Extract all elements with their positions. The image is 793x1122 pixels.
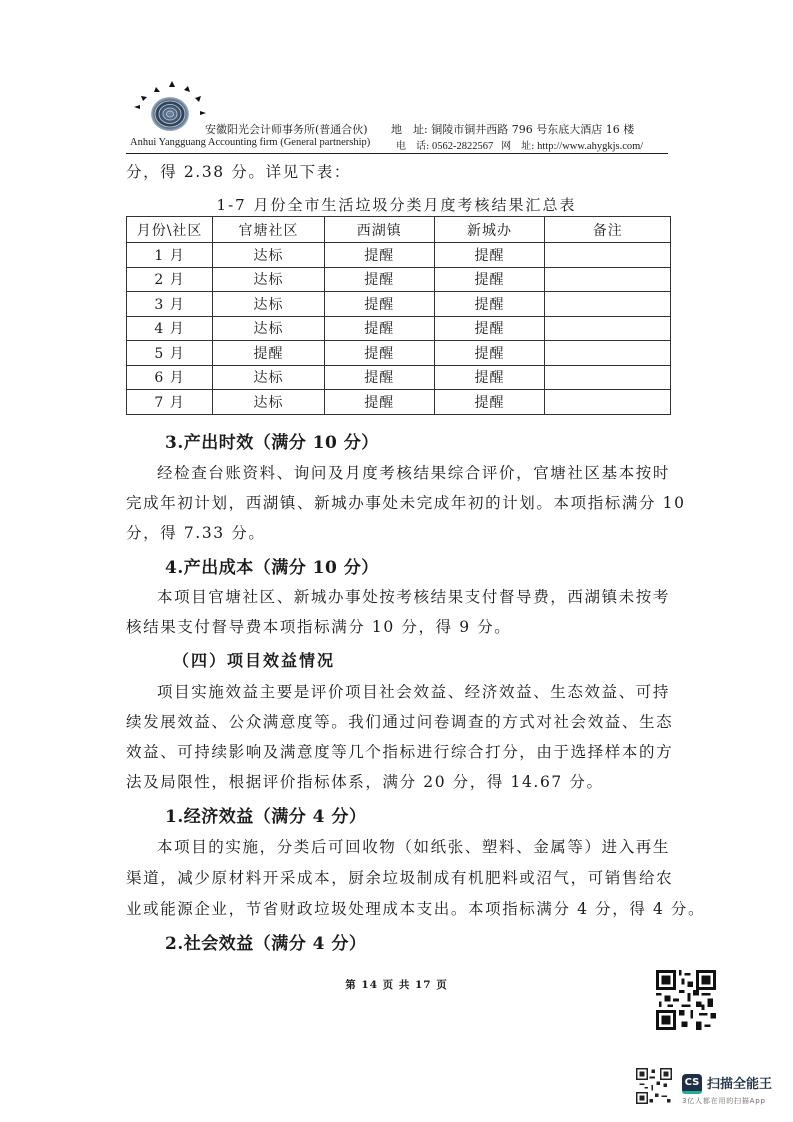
- header-divider: [126, 153, 668, 154]
- part-4-line: 法及局限性，根据评价指标体系，满分 20 分，得 14.67 分。: [126, 773, 604, 791]
- section-4-line: 本项目官塘社区、新城办事处按考核结果支付督导费，西湖镇未按考: [157, 588, 671, 606]
- cell-remarks: [545, 341, 671, 366]
- cell-xincheng: 提醒: [434, 292, 545, 317]
- qr-code-icon: [656, 970, 716, 1030]
- table-header-row: [127, 217, 671, 243]
- cell-guantang: 达标: [213, 390, 325, 415]
- address-label: 地 址:: [391, 123, 428, 136]
- cell-remarks: [545, 390, 671, 415]
- part-4-heading: （四）项目效益情况: [173, 651, 336, 670]
- cell-month: 1 月: [127, 243, 213, 268]
- section-3-line: 完成年初计划，西湖镇、新城办事处未完成年初的计划。本项指标满分 10: [126, 494, 686, 512]
- cell-xincheng: 提醒: [434, 267, 545, 292]
- cell-guantang: 达标: [213, 267, 325, 292]
- cell-xihu: 提醒: [324, 316, 434, 341]
- cell-xincheng: 提醒: [434, 341, 545, 366]
- cell-xincheng: 提醒: [434, 365, 545, 390]
- camscanner-app-name: 扫描全能王: [707, 1077, 773, 1092]
- cell-remarks: [545, 316, 671, 341]
- cell-xihu: 提醒: [324, 390, 434, 415]
- table-row: [127, 390, 671, 415]
- firm-address: [391, 121, 634, 137]
- header-line-2: [130, 137, 644, 152]
- column-header-month: 月份\社区: [127, 217, 213, 243]
- benefit-1-line: 本项目的实施，分类后可回收物（如纸张、塑料、金属等）进入再生: [157, 838, 671, 856]
- cell-guantang: 达标: [213, 316, 325, 341]
- column-header-xincheng: 新城办: [434, 217, 545, 243]
- cell-guantang: 达标: [213, 365, 325, 390]
- cell-xincheng: 提醒: [434, 316, 545, 341]
- table-row: [127, 316, 671, 341]
- phone-label: 电 话:: [396, 141, 430, 152]
- section-3-heading: 3.产出时效（满分 10 分）: [165, 433, 379, 453]
- camscanner-logo-icon: CS: [682, 1074, 702, 1094]
- benefit-1-heading: 1.经济效益（满分 4 分）: [165, 807, 367, 827]
- section-4-heading: 4.产出成本（满分 10 分）: [165, 558, 379, 578]
- page-number: 第 14 页 共 17 页: [345, 979, 448, 991]
- cell-month: 4 月: [127, 316, 213, 341]
- scanner-app-qr-icon: [636, 1068, 672, 1104]
- cell-guantang: 提醒: [213, 341, 325, 366]
- cell-guantang: 达标: [213, 243, 325, 268]
- firm-name-cn: 安徽阳光会计师事务所(普通合伙): [205, 123, 368, 136]
- cell-xihu: 提醒: [324, 341, 434, 366]
- cell-remarks: [545, 267, 671, 292]
- cell-month: 3 月: [127, 292, 213, 317]
- cell-month: 5 月: [127, 341, 213, 366]
- benefit-1-line: 渠道，减少原材料开采成本，厨余垃圾制成有机肥料或沼气，可销售给农: [126, 869, 674, 887]
- cell-month: 7 月: [127, 390, 213, 415]
- benefit-1-line: 业或能源企业，节省财政垃圾处理成本支出。本项指标满分 4 分，得 4 分。: [126, 900, 706, 918]
- firm-logo-fingerprint-icon: [130, 78, 210, 136]
- firm-name-en: Anhui Yangguang Accounting firm (General partnership): [130, 137, 371, 148]
- column-header-remarks: 备注: [545, 217, 671, 243]
- table-caption: 1-7 月份全市生活垃圾分类月度考核结果汇总表: [216, 196, 577, 214]
- cell-month: 6 月: [127, 365, 213, 390]
- column-header-xihu: 西湖镇: [324, 217, 434, 243]
- cell-xihu: 提醒: [324, 292, 434, 317]
- cell-remarks: [545, 365, 671, 390]
- cell-xincheng: 提醒: [434, 243, 545, 268]
- camscanner-tagline: 3亿人都在用的扫描App: [682, 1097, 766, 1105]
- cell-xihu: 提醒: [324, 365, 434, 390]
- part-4-line: 项目实施效益主要是评价项目社会效益、经济效益、生态效益、可持: [157, 683, 671, 701]
- firm-contact: [396, 137, 643, 152]
- cell-remarks: [545, 243, 671, 268]
- cell-xincheng: 提醒: [434, 390, 545, 415]
- cell-remarks: [545, 292, 671, 317]
- section-3-line: 分，得 7.33 分。: [126, 524, 266, 542]
- intro-line: 分，得 2.38 分。详见下表：: [126, 163, 351, 181]
- table-row: [127, 365, 671, 390]
- part-4-line: 效益、可持续影响及满意度等几个指标进行综合打分，由于选择样本的方: [126, 743, 674, 761]
- cell-month: 2 月: [127, 267, 213, 292]
- web-label: 网 址:: [501, 141, 535, 152]
- phone-value: 0562-2822567: [432, 141, 494, 152]
- section-3-line: 经检查台账资料、询问及月度考核结果综合评价，官塘社区基本按时: [157, 464, 671, 482]
- cell-xihu: 提醒: [324, 243, 434, 268]
- cell-xihu: 提醒: [324, 267, 434, 292]
- table-row: [127, 292, 671, 317]
- cell-guantang: 达标: [213, 292, 325, 317]
- column-header-guantang: 官塘社区: [213, 217, 325, 243]
- benefit-2-heading: 2.社会效益（满分 4 分）: [165, 934, 367, 954]
- table-row: [127, 267, 671, 292]
- address-value: 铜陵市铜井西路 796 号东底大酒店 16 楼: [431, 123, 635, 136]
- header-line-1: [205, 121, 635, 137]
- table-row: [127, 243, 671, 268]
- table-row: [127, 341, 671, 366]
- monthly-assessment-table: [126, 216, 671, 415]
- part-4-line: 续发展效益、公众满意度等。我们通过问卷调查的方式对社会效益、生态: [126, 713, 674, 731]
- web-link[interactable]: http://www.ahygkjs.com/: [537, 141, 644, 152]
- section-4-line: 核结果支付督导费本项指标满分 10 分，得 9 分。: [126, 618, 512, 636]
